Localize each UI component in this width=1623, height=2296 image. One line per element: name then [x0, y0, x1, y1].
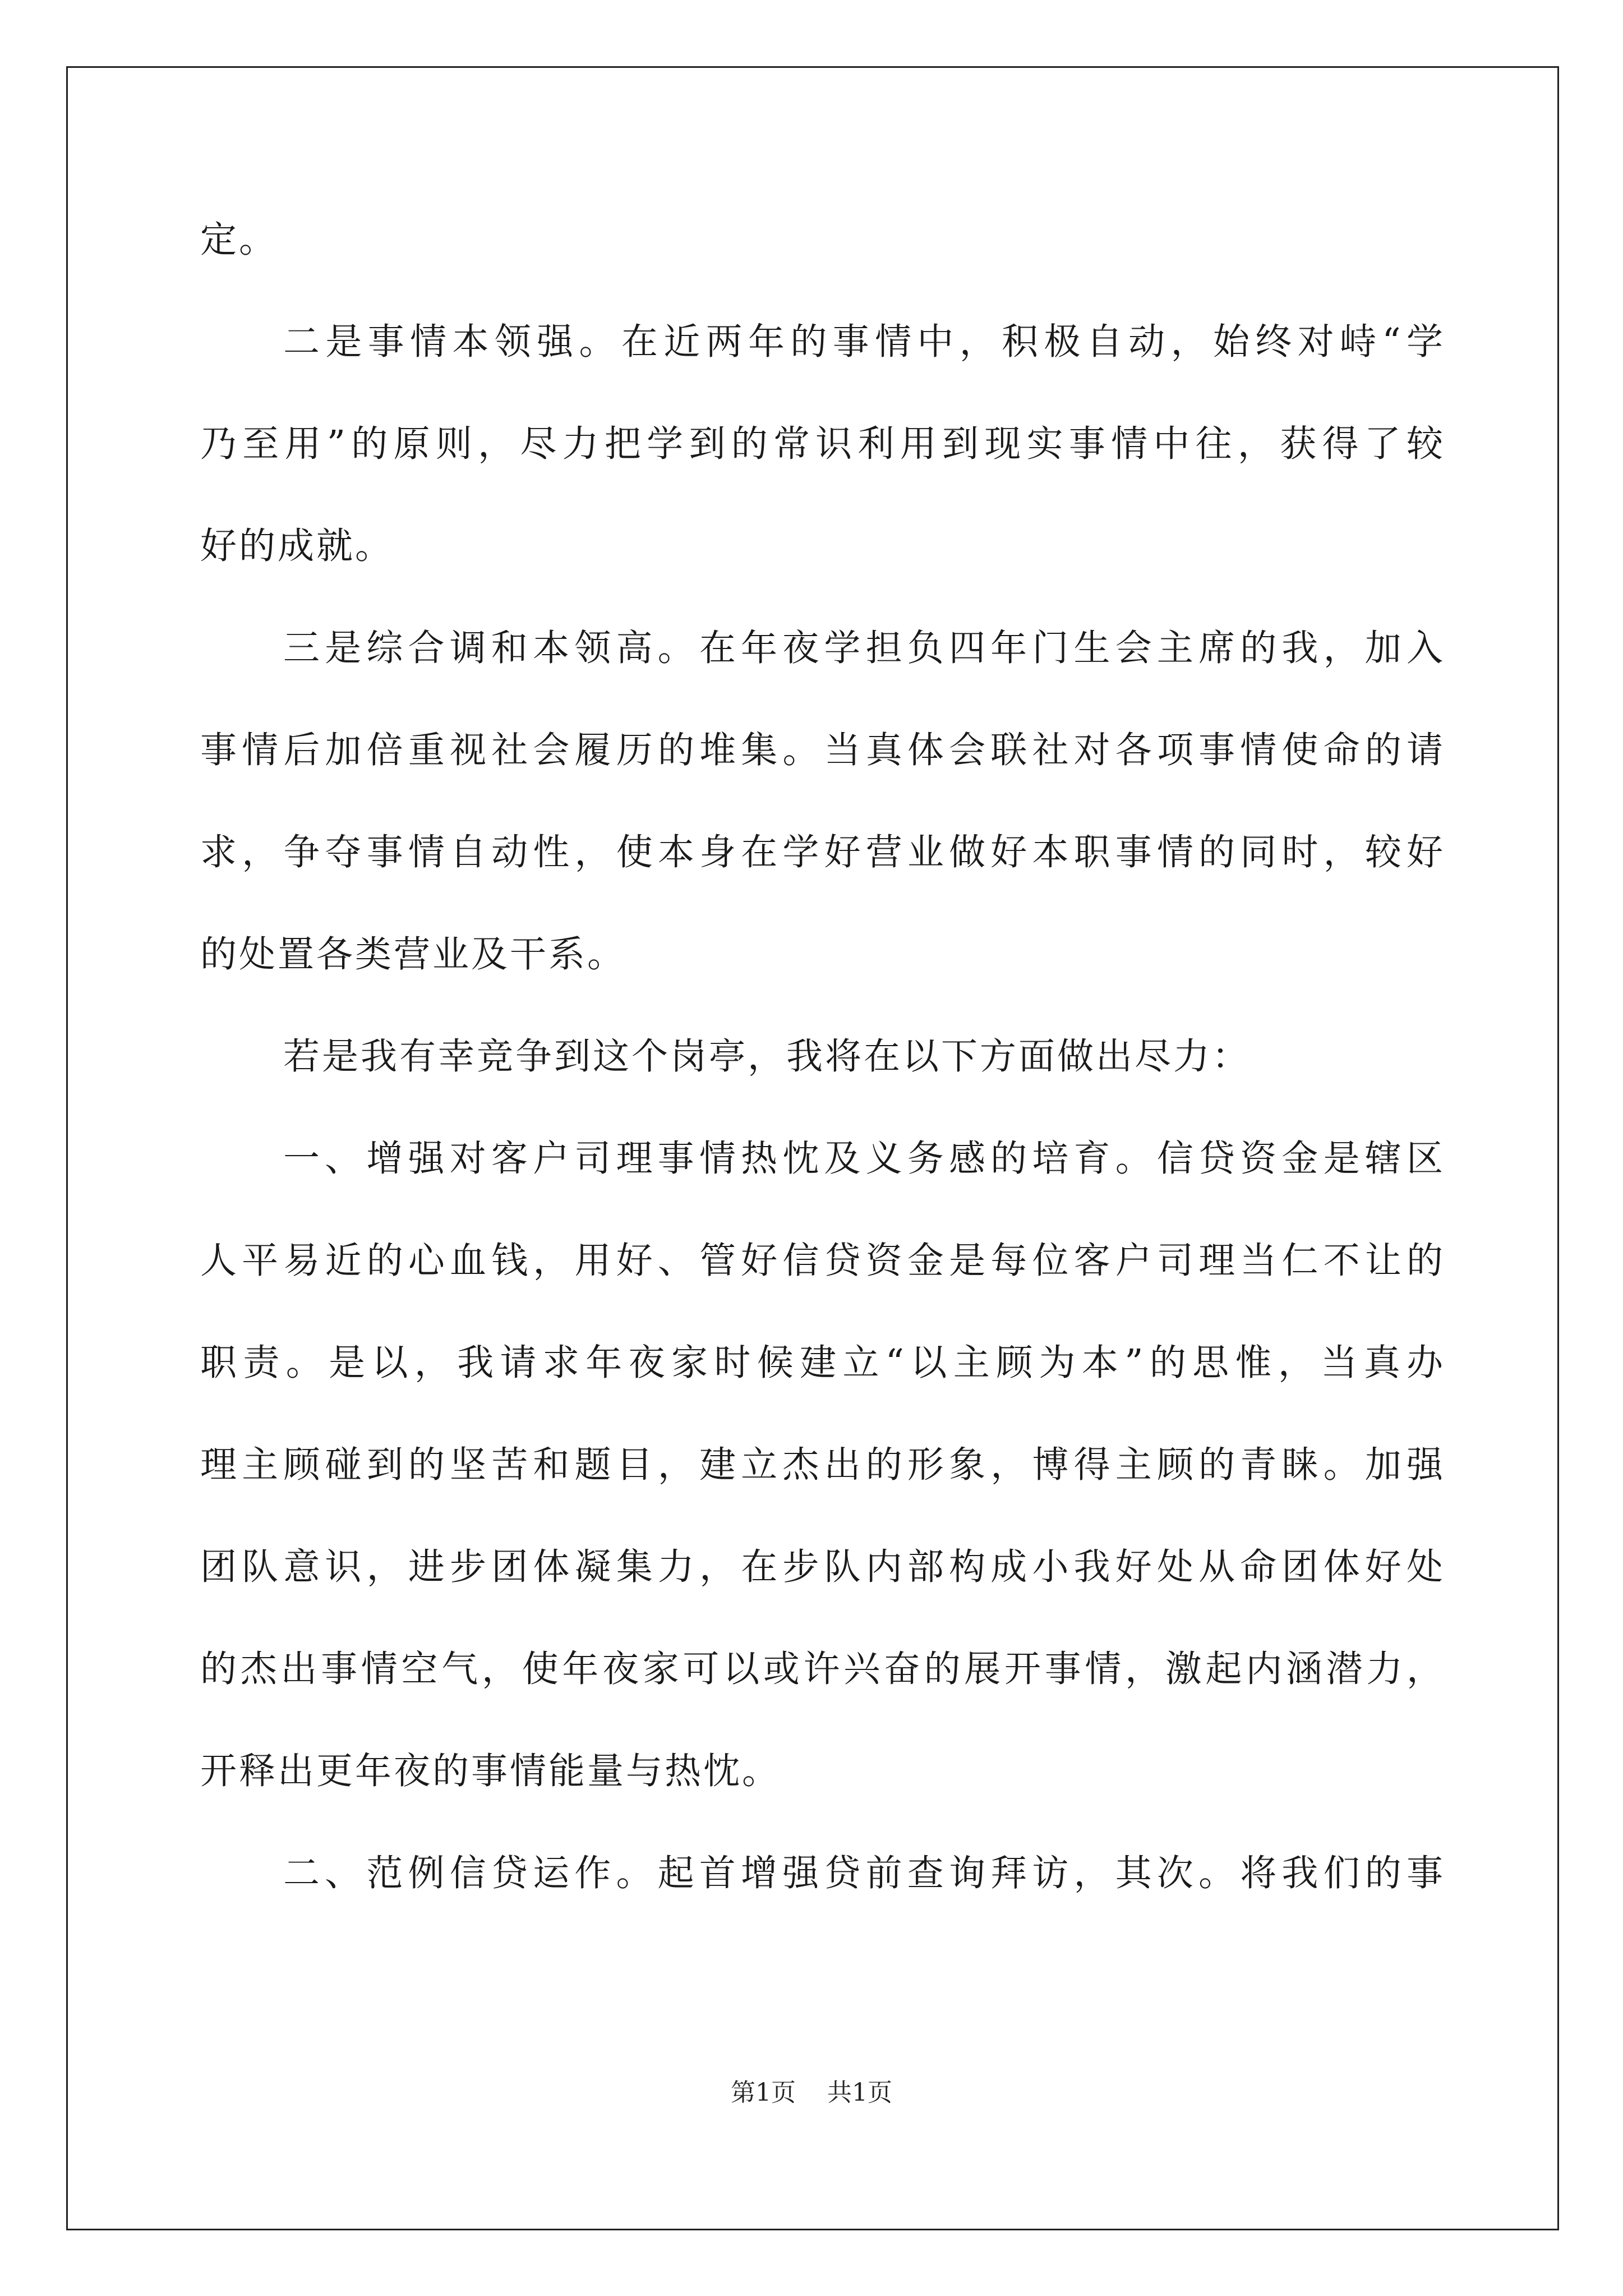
text-line: 职责。是以，我请求年夜家时候建立“以主顾为本”的思惟，当真办	[200, 1342, 1445, 1384]
text-line: 事情后加倍重视社会履历的堆集。当真体会联社对各项事情使命的请	[200, 729, 1445, 771]
text-line: 三是综合调和本领高。在年夜学担负四年门生会主席的我，加入	[283, 627, 1445, 669]
page-total: 共1页	[827, 2078, 892, 2107]
text-line: 的杰出事情空气，使年夜家可以或许兴奋的展开事情，激起内涵潜力，	[200, 1648, 1445, 1690]
document-body	[200, 214, 1445, 1950]
text-line: 团队意识，进步团体凝集力，在步队内部构成小我好处从命团体好处	[200, 1546, 1445, 1588]
text-line: 理主顾碰到的坚苦和题目，建立杰出的形象，博得主顾的青睐。加强	[200, 1444, 1445, 1486]
text-line: 好的成就。	[200, 525, 394, 567]
text-line: 若是我有幸竞争到这个岗亭，我将在以下方面做出尽力：	[283, 1036, 1251, 1078]
page-number: 第1页	[731, 2078, 796, 2107]
text-line: 乃至用”的原则，尽力把学到的常识利用到现实事情中往，获得了较	[200, 423, 1445, 465]
text-line: 一、增强对客户司理事情热忱及义务感的培育。信贷资金是辖区	[283, 1138, 1445, 1180]
text-line: 人平易近的心血钱，用好、管好信贷资金是每位客户司理当仁不让的	[200, 1240, 1445, 1282]
text-line: 定。	[200, 219, 278, 261]
text-line: 求，争夺事情自动性，使本身在学好营业做好本职事情的同时，较好	[200, 831, 1445, 873]
text-line: 开释出更年夜的事情能量与热忱。	[200, 1750, 781, 1792]
text-line: 二是事情本领强。在近两年的事情中，积极自动，始终对峙“学	[283, 321, 1445, 363]
text-line: 的处置各类营业及干系。	[200, 933, 626, 976]
text-line: 二、范例信贷运作。起首增强贷前查询拜访，其次。将我们的事	[283, 1852, 1445, 1894]
page-footer	[0, 2076, 1623, 2110]
